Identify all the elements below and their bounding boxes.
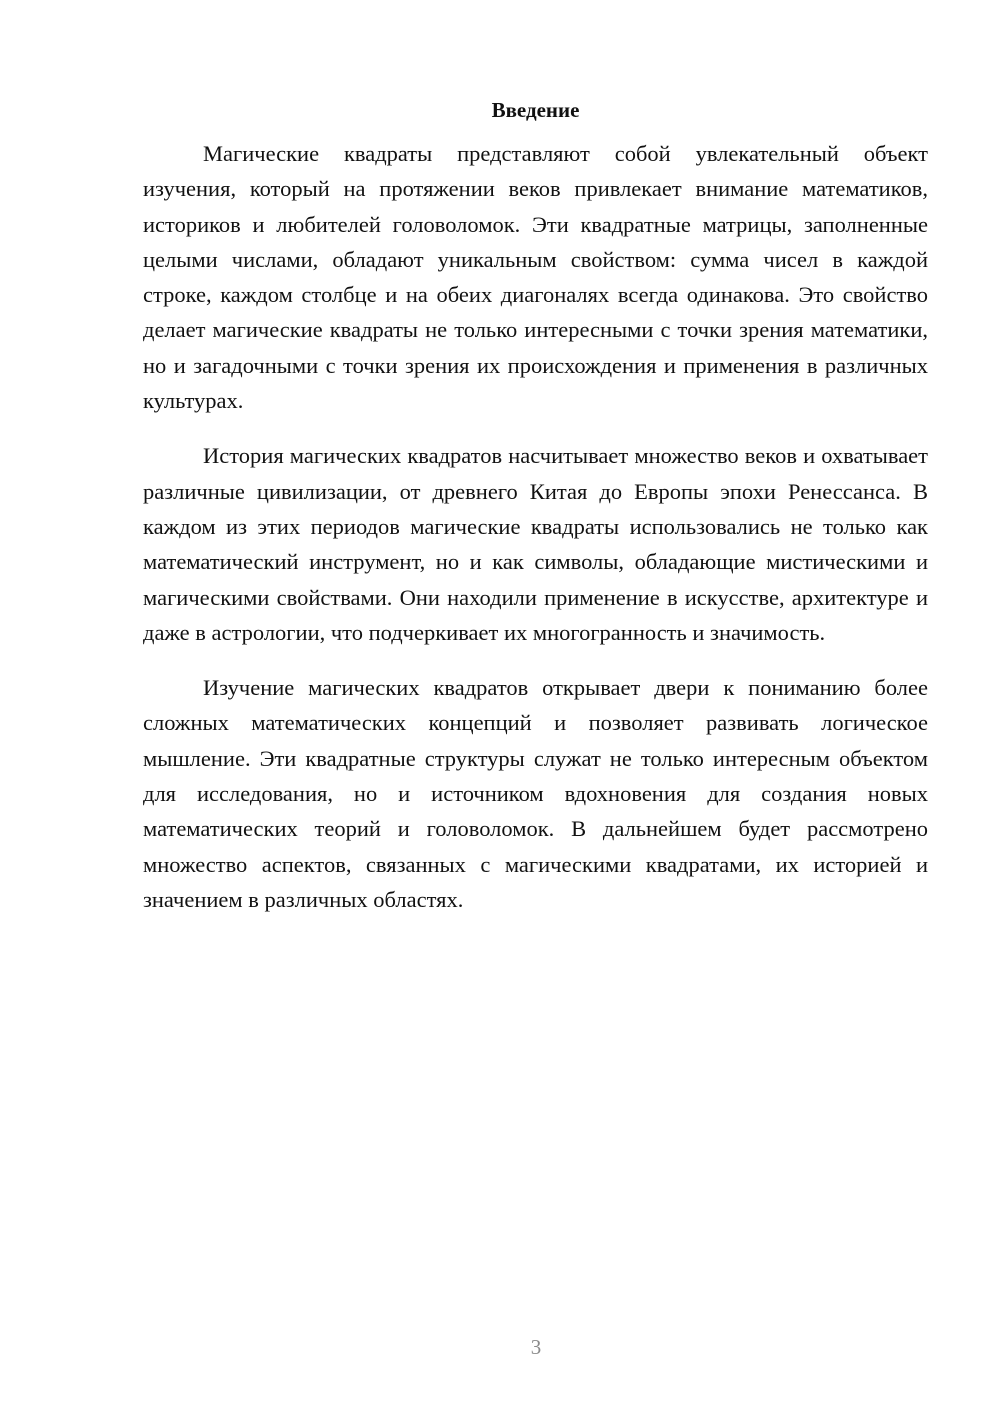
page-number: 3 xyxy=(530,1335,542,1359)
paragraph-3: Изучение магических квадратов открывает двери к пониманию более сложных математических концепций и позволяет развивать логическое мышление. Эти квадратные структуры служат не только интересным объектом для исследования, но и источником вдохновения для создания новых математических теорий и головоломок. В дальнейшем будет рассмотрено множество аспектов, связанных с магическими квадратами, их историей и значением в различных областях. xyxy=(143,675,928,912)
paragraph-1: Магические квадраты представляют собой увлекательный объект изучения, который на протяжении веков привлекает внимание математиков, историков и любителей головоломок. Эти квадратные матрицы, заполненные целыми числами, обладают уникальным свойством: сумма чисел в каждой строке, каждом столбце и на обеих диагоналях всегда одинакова. Это свойство делает магические квадраты не только интересными с точки зрения математики, но и загадочными с точки зрения их происхождения и применения в различных культурах. xyxy=(143,141,928,414)
page-content xyxy=(143,96,928,937)
paragraph-2: История магических квадратов насчитывает множество веков и охватывает различные цивилизации, от древнего Китая до Европы эпохи Ренессанса. В каждом из этих периодов магические квадраты использовались не только как математический инструмент, но и как символы, обладающие мистическими и магическими свойствами. Они находили применение в искусстве, архитектуре и даже в астрологии, что подчеркивает их многогранность и значимость. xyxy=(143,443,928,645)
section-heading: Введение xyxy=(491,98,580,122)
